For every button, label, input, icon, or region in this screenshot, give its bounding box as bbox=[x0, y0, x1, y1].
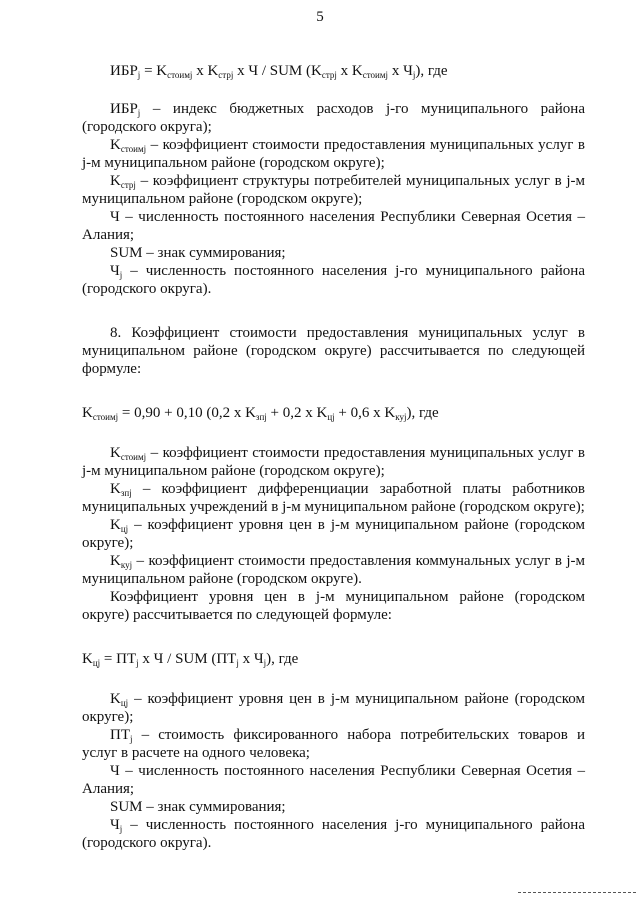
paragraph-8: 8. Коэффициент стоимости предоставления муниципальных услуг в муниципальном районе (городском округе) рассчитывается по следующей формуле: bbox=[82, 325, 585, 377]
definition-item: $K_{цj}$ – коэффициент уровня цен в j-м муниципальном районе (городском округе); bbox=[82, 691, 585, 725]
page-number: 5 bbox=[316, 9, 324, 25]
definition-item: $K_{цj}$ – коэффициент уровня цен в j-м муниципальном районе (городском округе); bbox=[82, 517, 585, 551]
definition-item: SUM – знак суммирования; bbox=[110, 245, 286, 261]
definition-item: $ПТ_j$ – стоимость фиксированного набора потребительских товаров и услуг в расчете на одного человека; bbox=[82, 727, 585, 761]
definition-item: $Ч_j$ – численность постоянного населения j-го муниципального района (городского округа). bbox=[82, 263, 585, 297]
definition-item: $Ч_j$ – численность постоянного населения j-го муниципального района (городского округа). bbox=[82, 817, 585, 851]
definition-item: SUM – знак суммирования; bbox=[110, 799, 286, 815]
definition-item: Ч – численность постоянного населения Республики Северная Осетия – Алания; bbox=[82, 209, 585, 243]
definition-item: Ч – численность постоянного населения Республики Северная Осетия – Алания; bbox=[82, 763, 585, 797]
definition-item: $K_{стоимj}$ – коэффициент стоимости предоставления муниципальных услуг в j-м муниципальном районе (городском округе); bbox=[82, 445, 585, 479]
footer-divider bbox=[518, 892, 636, 893]
formula-price-level: $K_{цj} = ПТ_j$ x Ч / SUM ($ПТ_j$ x $Ч_j$), где bbox=[82, 651, 299, 668]
price-level-intro: Коэффициент уровня цен в j-м муниципальном районе (городском округе) рассчитывается по следующей формуле: bbox=[82, 589, 585, 623]
definition-item: $K_{стрj}$ – коэффициент структуры потребителей муниципальных услуг в j-м муниципальном районе (городском округе); bbox=[82, 173, 585, 207]
formula-budget-index: $ИБР_j = K_{стоимj}$ x $K_{стрj}$ x Ч / SUM ($K_{стрj}$ x $K_{стоимj}$ x $Ч_j$), где bbox=[110, 63, 448, 80]
formula-cost-coefficient: $K_{стоимj} = 0,90 + 0,10$ (0,2 x $K_{зпj} + 0,2$ x $K_{цj} + 0,6$ x $K_{куj}$), где bbox=[82, 405, 439, 422]
definition-item: $K_{куj}$ – коэффициент стоимости предоставления коммунальных услуг в j-м муниципальном районе (городском округе). bbox=[82, 553, 585, 587]
document-body bbox=[82, 62, 585, 852]
definition-item: $ИБР_j$ – индекс бюджетных расходов j-го муниципального района (городского округа); bbox=[82, 101, 585, 135]
definition-item: $K_{стоимj}$ – коэффициент стоимости предоставления муниципальных услуг в j-м муниципальном районе (городском округе); bbox=[82, 137, 585, 171]
definition-item: $K_{зпj}$ – коэффициент дифференциации заработной платы работников муниципальных учреждений в j-м муниципальном районе (городском округе); bbox=[82, 481, 585, 515]
